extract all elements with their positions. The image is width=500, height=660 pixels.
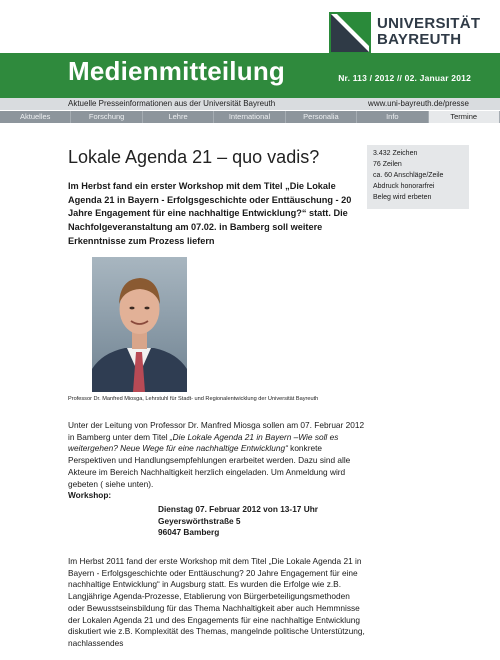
info-chars-per-line: ca. 60 Anschläge/Zeile	[373, 172, 444, 179]
nav-item-termine[interactable]: Termine	[429, 111, 500, 123]
nav-item-personalia[interactable]: Personalia	[286, 111, 357, 123]
logo-line-2: BAYREUTH	[377, 31, 462, 48]
info-lines: 76 Zeilen	[373, 161, 402, 168]
article-info-box	[367, 145, 469, 209]
photo-caption: Professor Dr. Manfred Miosga, Lehrstuhl für Stadt- und Regionalentwicklung der Universität Bayreuth	[68, 396, 319, 402]
nav-item-lehre[interactable]: Lehre	[143, 111, 214, 123]
paragraph-1-italic-title: „Die Lokale Agenda 21 in Bayern –Wie soll es weitergehen? Neue Wege für eine nachhaltige Entwicklung“	[68, 431, 339, 454]
university-logo	[329, 12, 481, 56]
portrait-photo	[92, 257, 187, 392]
workshop-city: 96047 Bamberg	[158, 527, 220, 538]
nav-item-forschung[interactable]: Forschung	[71, 111, 142, 123]
info-reprint: Abdruck honorarfrei	[373, 183, 435, 190]
header-banner	[0, 53, 500, 98]
logo-line-1: UNIVERSITÄT	[377, 15, 481, 32]
paragraph-1-text-a: Unter der Leitung von Professor Dr. Manfred Miosga sollen am 07. Februar 2012 in Bamberg unter dem Titel	[68, 420, 365, 442]
nav-item-international[interactable]: International	[214, 111, 285, 123]
university-logo-mark	[329, 12, 371, 54]
article-lead: Im Herbst fand ein erster Workshop mit dem Titel „Die Lokale Agenda 21 in Bayern - Erfolgsgeschichte oder Enttäuschung - 20 Jahre Engagement für eine nachhaltige Entwicklung?“ statt. Die Nachfolgeveranstaltung am 07.02. in Bamberg soll weitere Erkenntnisse zum Prozess liefern	[68, 181, 352, 246]
sub-header-bar	[0, 98, 500, 110]
info-characters: 3.432 Zeichen	[373, 150, 418, 157]
nav-item-aktuelles[interactable]: Aktuelles	[0, 111, 71, 123]
paragraph-1	[68, 420, 368, 490]
article-title: Lokale Agenda 21 – quo vadis?	[68, 147, 320, 167]
press-url-link[interactable]: www.uni-bayreuth.de/presse	[368, 99, 469, 108]
issue-number-date: Nr. 113 / 2012 // 02. Januar 2012	[338, 73, 471, 83]
workshop-label: Workshop:	[68, 490, 112, 501]
workshop-street: Geyerswörthstraße 5	[158, 515, 241, 526]
paragraph-2: Im Herbst 2011 fand der erste Workshop mit dem Titel „Die Lokale Agenda 21 in Bayern - Erfolgsgeschichte oder Enttäuschung? 20 Jahre Engagement für eine nachhaltige Entwicklung“ in Augsburg statt. Es wurden die Erfolge wie z.B. Langjährige Agenda-Prozesse, Etablierung von Bürgerbeteiligungsmethoden oder Bewusstseinsbildung für das Thema Nachhaltigkeit aber auch Hemmnisse der Lokalen Agenda 21 und des Engagements für eine nachhaltige Entwicklung diskutiert wie z.B. Komplexität des Themas, mangelnde politische Unterstützung, nachlassendes	[68, 556, 365, 648]
workshop-date: Dienstag 07. Februar 2012 von 13-17 Uhr	[158, 503, 319, 514]
article-body-section-1	[68, 420, 368, 539]
nav-item-info[interactable]: Info	[357, 111, 428, 123]
category-nav	[0, 111, 500, 123]
info-copy-requested: Beleg wird erbeten	[373, 194, 432, 201]
paragraph-1-text-b: konkrete Perspektiven und Handlungsempfehlungen erarbeitet werden. Dazu sind alle Akteure im Bereich Nachhaltigkeit herzlich eingeladen. Um Anmeldung wird gebeten ( siehe unten).	[68, 443, 351, 489]
sub-header-text: Aktuelle Presseinformationen aus der Universität Bayreuth	[68, 99, 276, 108]
publication-title: Medienmitteilung	[68, 56, 285, 86]
workshop-details	[158, 504, 368, 539]
university-logo-text	[377, 16, 480, 48]
